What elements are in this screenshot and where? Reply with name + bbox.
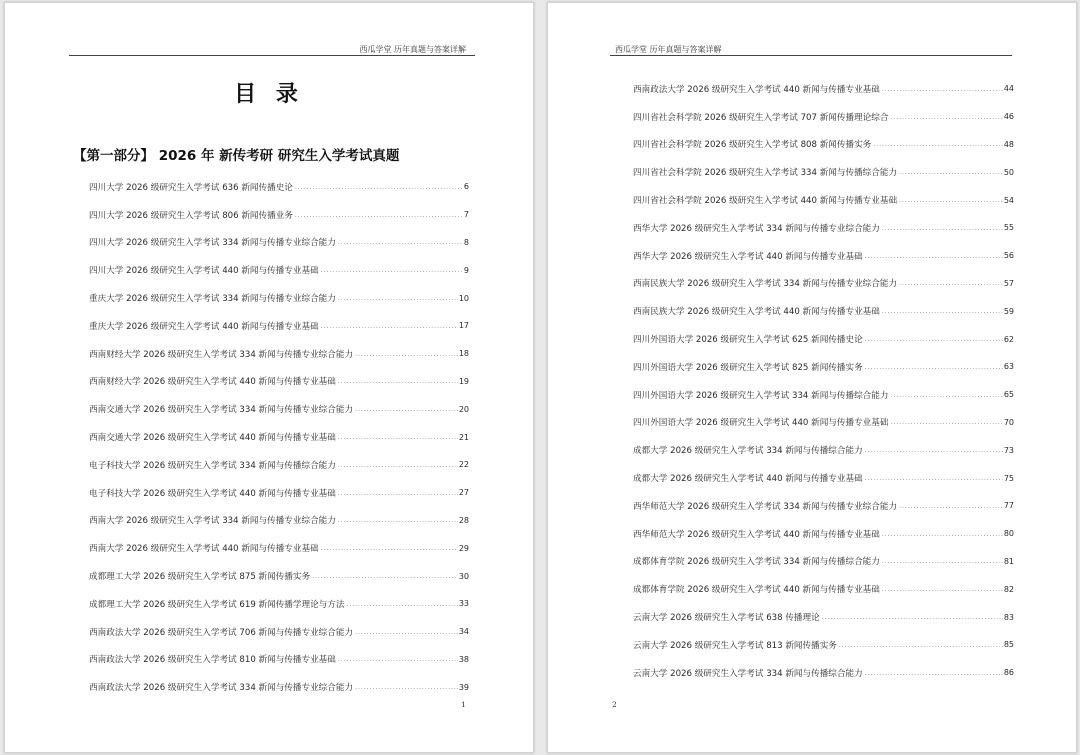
toc-entry[interactable] [633,520,1014,548]
toc-entry[interactable] [89,507,469,535]
toc-entry-title: 西华大学 2026 级研究生入学考试 334 新闻与传播专业综合能力 [633,223,880,234]
toc-entry-title: 成都理工大学 2026 级研究生入学考试 875 新闻传播实务 [89,572,311,583]
document-page-left [4,2,534,753]
header-rule [610,55,1012,56]
toc-entry-page: 21 [458,432,469,442]
toc-entry[interactable] [633,158,1014,186]
toc-dot-leader [865,475,1003,492]
toc-entry-title: 西南政法大学 2026 级研究生入学考试 440 新闻与传播专业基础 [633,84,880,95]
toc-entry-page: 59 [1003,306,1014,316]
toc-entry[interactable] [633,353,1014,381]
toc-entry-title: 西华师范大学 2026 级研究生入学考试 440 新闻与传播专业基础 [633,529,880,540]
document-page-right [547,2,1077,753]
toc-entry-page: 10 [458,293,469,303]
toc-dot-leader [338,434,458,451]
toc-entry-page: 22 [458,460,469,470]
toc-entry-title: 西南财经大学 2026 级研究生入学考试 334 新闻与传播专业综合能力 [89,349,354,360]
toc-entry[interactable] [633,381,1014,409]
toc-dot-leader [899,280,1003,297]
toc-entry-page: 30 [458,571,469,581]
toc-entry[interactable] [89,395,469,423]
toc-entry-page: 54 [1003,195,1014,205]
toc-entry-title: 四川省社会科学院 2026 级研究生入学考试 808 新闻传播实务 [633,140,872,151]
toc-entry-page: 55 [1003,223,1014,233]
toc-entry-page: 29 [458,543,469,553]
toc-entry-page: 46 [1003,112,1014,122]
toc-entry-title: 重庆大学 2026 级研究生入学考试 440 新闻与传播专业基础 [89,321,319,332]
toc-dot-leader [822,614,1003,631]
toc-dot-leader [890,419,1002,436]
toc-entry-title: 四川大学 2026 级研究生入学考试 636 新闻传播史论 [89,182,293,193]
toc-entry[interactable] [89,479,469,507]
toc-entry-page: 70 [1003,417,1014,427]
toc-entry-page: 34 [458,627,469,637]
toc-dot-leader [899,197,1003,214]
toc-entry-title: 西南政法大学 2026 级研究生入学考试 810 新闻与传播专业基础 [89,655,336,666]
toc-dot-leader [882,558,1003,575]
toc-entry-page: 8 [463,237,469,247]
toc-entry-title: 四川大学 2026 级研究生入学考试 806 新闻传播业务 [89,210,293,221]
toc-entry-page: 38 [458,654,469,664]
toc-entry[interactable] [633,492,1014,520]
toc-entry[interactable] [633,270,1014,298]
page-number: 1 [461,700,466,709]
toc-entry-title: 西南大学 2026 级研究生入学考试 334 新闻与传播专业综合能力 [89,516,336,527]
toc-entry[interactable] [633,631,1014,659]
toc-entry-title: 云南大学 2026 级研究生入学考试 813 新闻传播实务 [633,640,837,651]
toc-entry-page: 44 [1003,84,1014,94]
toc-entry-title: 四川外国语大学 2026 级研究生入学考试 825 新闻传播实务 [633,362,863,373]
toc-entry-page: 81 [1003,556,1014,566]
toc-dot-leader [338,239,463,256]
toc-dot-leader [882,586,1003,603]
toc-entry[interactable] [89,534,469,562]
toc-entry[interactable] [89,451,469,479]
toc-list [89,173,469,701]
toc-entry-page: 83 [1003,612,1014,622]
toc-entry-page: 6 [463,182,469,192]
toc-dot-leader [295,184,463,201]
toc-entry-page: 77 [1003,501,1014,511]
toc-entry-page: 27 [458,488,469,498]
toc-entry[interactable] [89,673,469,701]
toc-entry-page: 75 [1003,473,1014,483]
toc-entry[interactable] [633,131,1014,159]
toc-entry-title: 西南交通大学 2026 级研究生入学考试 334 新闻与传播专业综合能力 [89,405,354,416]
page-number: 2 [612,700,617,709]
toc-entry[interactable] [633,242,1014,270]
toc-entry-title: 成都大学 2026 级研究生入学考试 440 新闻与传播专业基础 [633,474,863,485]
toc-entry-title: 西南财经大学 2026 级研究生入学考试 440 新闻与传播专业基础 [89,377,336,388]
toc-entry-title: 成都理工大学 2026 级研究生入学考试 619 新闻传播学理论与方法 [89,599,345,610]
toc-entry[interactable] [89,229,469,257]
toc-entry-title: 西南民族大学 2026 级研究生入学考试 440 新闻与传播专业基础 [633,307,880,318]
toc-dot-leader [865,364,1003,381]
toc-entry-title: 四川外国语大学 2026 级研究生入学考试 334 新闻与传播综合能力 [633,390,889,401]
toc-dot-leader [346,601,457,618]
toc-dot-leader [312,573,458,590]
toc-entry-title: 四川省社会科学院 2026 级研究生入学考试 334 新闻与传播综合能力 [633,168,898,179]
toc-entry-title: 云南大学 2026 级研究生入学考试 638 传播理论 [633,613,820,624]
part-heading: 【第一部分】 2026 年 新传考研 研究生入学考试真题 [73,148,400,164]
toc-entry-title: 西华大学 2026 级研究生入学考试 440 新闻与传播专业基础 [633,251,863,262]
toc-list [633,75,1014,687]
toc-entry[interactable] [89,368,469,396]
toc-dot-leader [321,267,463,284]
toc-entry[interactable] [89,312,469,340]
toc-entry-page: 73 [1003,445,1014,455]
page-title: 目 录 [234,82,304,107]
toc-entry-page: 48 [1003,139,1014,149]
toc-entry-page: 9 [463,265,469,275]
toc-dot-leader [890,392,1002,409]
toc-entry[interactable] [633,464,1014,492]
toc-entry[interactable] [633,103,1014,131]
toc-dot-leader [865,447,1003,464]
toc-dot-leader [882,531,1003,548]
toc-dot-leader [899,169,1003,186]
toc-dot-leader [321,323,458,340]
toc-entry-title: 四川外国语大学 2026 级研究生入学考试 440 新闻与传播专业基础 [633,418,889,429]
toc-dot-leader [338,517,458,534]
toc-entry-title: 成都体育学院 2026 级研究生入学考试 334 新闻与传播综合能力 [633,557,880,568]
toc-entry-page: 19 [458,376,469,386]
toc-entry[interactable] [633,75,1014,103]
toc-entry[interactable] [633,214,1014,242]
toc-entry[interactable] [633,409,1014,437]
toc-dot-leader [865,670,1003,687]
toc-entry[interactable] [89,173,469,201]
toc-entry[interactable] [633,325,1014,353]
toc-entry-title: 西南交通大学 2026 级研究生入学考试 440 新闻与传播专业基础 [89,433,336,444]
toc-entry-title: 云南大学 2026 级研究生入学考试 334 新闻与传播综合能力 [633,668,863,679]
toc-dot-leader [882,308,1003,325]
toc-entry-title: 西南大学 2026 级研究生入学考试 440 新闻与传播专业基础 [89,544,319,555]
toc-entry-page: 20 [458,404,469,414]
toc-dot-leader [355,406,458,423]
toc-entry[interactable] [89,284,469,312]
toc-entry-title: 成都体育学院 2026 级研究生入学考试 440 新闻与传播专业基础 [633,585,880,596]
toc-entry-page: 33 [458,599,469,609]
toc-entry-title: 西南民族大学 2026 级研究生入学考试 334 新闻与传播专业综合能力 [633,279,898,290]
toc-entry[interactable] [633,436,1014,464]
toc-entry-page: 86 [1003,668,1014,678]
header-rule [69,55,475,56]
toc-entry[interactable] [89,201,469,229]
toc-entry-page: 82 [1003,584,1014,594]
toc-entry-page: 85 [1003,640,1014,650]
toc-entry-title: 西南政法大学 2026 级研究生入学考试 334 新闻与传播专业综合能力 [89,683,354,694]
toc-entry-title: 电子科技大学 2026 级研究生入学考试 440 新闻与传播专业基础 [89,488,336,499]
toc-entry-page: 18 [458,349,469,359]
toc-entry-title: 四川外国语大学 2026 级研究生入学考试 625 新闻传播史论 [633,335,863,346]
toc-entry-page: 39 [458,682,469,692]
toc-entry[interactable] [633,659,1014,687]
toc-entry[interactable] [89,256,469,284]
toc-entry-page: 65 [1003,390,1014,400]
toc-dot-leader [355,684,458,701]
toc-entry-page: 7 [463,210,469,220]
toc-dot-leader [338,490,458,507]
toc-entry[interactable] [633,603,1014,631]
toc-entry-title: 电子科技大学 2026 级研究生入学考试 334 新闻与传播综合能力 [89,460,336,471]
toc-entry[interactable] [89,562,469,590]
toc-entry-page: 17 [458,321,469,331]
toc-entry-title: 成都大学 2026 级研究生入学考试 334 新闻与传播综合能力 [633,446,863,457]
toc-entry-title: 重庆大学 2026 级研究生入学考试 334 新闻与传播专业综合能力 [89,294,336,305]
toc-dot-leader [882,225,1003,242]
toc-dot-leader [899,503,1003,520]
toc-entry-page: 63 [1003,362,1014,372]
toc-entry-title: 四川大学 2026 级研究生入学考试 440 新闻与传播专业基础 [89,266,319,277]
toc-entry[interactable] [633,186,1014,214]
toc-entry-page: 62 [1003,334,1014,344]
toc-dot-leader [882,86,1003,103]
toc-dot-leader [873,141,1003,158]
toc-entry-page: 56 [1003,251,1014,261]
toc-dot-leader [295,212,463,229]
toc-entry-page: 28 [458,515,469,525]
toc-entry-page: 57 [1003,278,1014,288]
toc-dot-leader [890,114,1002,131]
toc-dot-leader [865,336,1003,353]
toc-entry-title: 西华师范大学 2026 级研究生入学考试 334 新闻与传播专业综合能力 [633,501,898,512]
toc-entry[interactable] [89,423,469,451]
running-header: 西瓜学堂 历年真题与答案详解 [615,45,722,54]
toc-dot-leader [321,545,458,562]
toc-entry-page: 80 [1003,529,1014,539]
toc-entry-page: 50 [1003,167,1014,177]
running-header: 西瓜学堂 历年真题与答案详解 [359,45,466,54]
toc-dot-leader [338,462,458,479]
toc-dot-leader [839,642,1003,659]
toc-entry-title: 四川省社会科学院 2026 级研究生入学考试 440 新闻与传播专业基础 [633,196,898,207]
toc-entry[interactable] [89,618,469,646]
toc-dot-leader [338,656,458,673]
toc-dot-leader [355,629,458,646]
toc-entry[interactable] [633,297,1014,325]
toc-entry[interactable] [633,575,1014,603]
toc-dot-leader [338,378,458,395]
toc-entry[interactable] [89,590,469,618]
toc-entry-title: 四川省社会科学院 2026 级研究生入学考试 707 新闻传播理论综合 [633,112,889,123]
toc-entry-title: 四川大学 2026 级研究生入学考试 334 新闻与传播专业综合能力 [89,238,336,249]
toc-dot-leader [338,295,458,312]
toc-entry[interactable] [89,340,469,368]
toc-entry[interactable] [89,646,469,674]
toc-entry-title: 西南政法大学 2026 级研究生入学考试 706 新闻与传播专业综合能力 [89,627,354,638]
toc-dot-leader [355,351,458,368]
toc-dot-leader [865,253,1003,270]
toc-entry[interactable] [633,548,1014,576]
